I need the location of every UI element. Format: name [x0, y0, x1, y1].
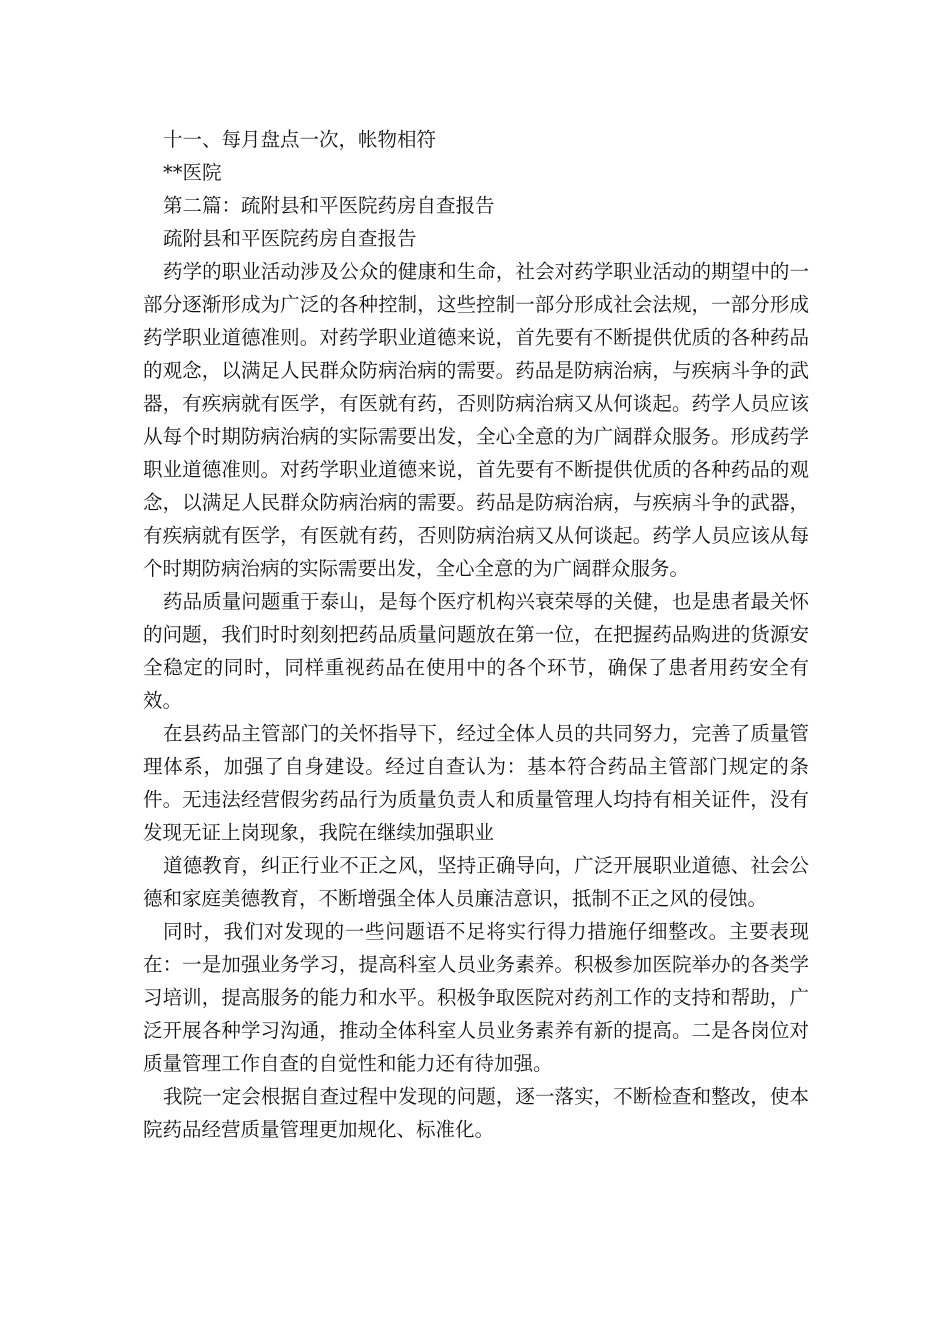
report-title: 疏附县和平医院药房自查报告 — [163, 227, 417, 250]
paragraph-pharmacy-ethics: 药学的职业活动涉及公众的健康和生命，社会对药学职业活动的期望中的一部分逐渐形成为广泛的各种控制，这些控制一部分形成社会法规，一部分形成药学职业道德准则。对药学职业道德来说，首先要有不断提供优质的各种药品的观念，以满足人民群众防病治病的需要。药品是防病治病，与疾病斗争的武器，有疾病就有医学，有医就有药，否则防病治病又从何谈起。药学人员应该从每个时期防病治病的实际需要出发，全心全意的为广阔群众服务。形成药学职业道德准则。对药学职业道德来说，首先要有不断提供优质的各种药品的观念，以满足人民群众防病治病的需要。药品是防病治病，与疾病斗争的武器，有疾病就有医学，有医就有药，否则防病治病又从何谈起。药学人员应该从每个时期防病治病的实际需要出发，全心全意的为广阔群众服务。 — [143, 260, 809, 580]
document-body — [143, 123, 809, 1146]
paragraph-self-inspection: 在县药品主管部门的关怀指导下，经过全体人员的共同努力，完善了质量管理体系，加强了自身建设。经过自查认为：基本符合药品主管部门规定的条件。无违法经营假劣药品行为质量负责人和质量管理人均持有相关证件，没有发现无证上岗现象，我院在继续加强职业 — [143, 722, 809, 844]
paragraph-rectification: 同时，我们对发现的一些问题语不足将实行得力措施仔细整改。主要表现在：一是加强业务学习，提高科室人员业务素养。积极参加医院举办的各类学习培训，提高服务的能力和水平。积极争取医院对药剂工作的支持和帮助，广泛开展各种学习沟通，推动全体科室人员业务素养有新的提高。二是各岗位对质量管理工作自查的自觉性和能力还有待加强。 — [143, 920, 809, 1075]
hospital-sign-line: **医院 — [163, 161, 222, 184]
item-eleven-line: 十一、每月盘点一次，帐物相符 — [163, 128, 437, 151]
paragraph-ethics-education: 道德教育，纠正行业不正之风，坚持正确导向，广泛开展职业道德、社会公德和家庭美德教育，不断增强全体人员廉洁意识，抵制不正之风的侵蚀。 — [143, 854, 809, 910]
chapter-two-title: 第二篇：疏附县和平医院药房自查报告 — [163, 194, 495, 217]
paragraph-conclusion: 我院一定会根据自查过程中发现的问题，逐一落实，不断检查和整改，使本院药品经营质量管理更加规化、标准化。 — [143, 1085, 809, 1141]
paragraph-drug-quality: 药品质量问题重于泰山，是每个医疗机构兴衰荣辱的关健，也是患者最关怀的问题，我们时时刻刻把药品质量问题放在第一位，在把握药品购进的货源安全稳定的同时，同样重视药品在使用中的各个环节，确保了患者用药安全有效。 — [143, 590, 809, 712]
